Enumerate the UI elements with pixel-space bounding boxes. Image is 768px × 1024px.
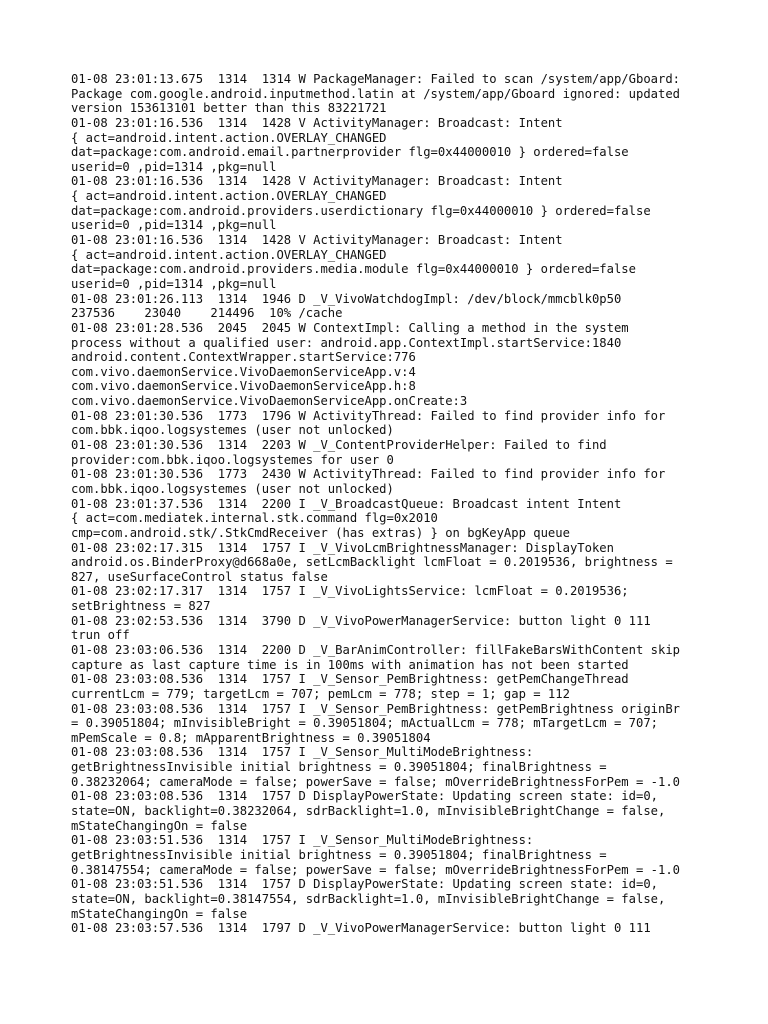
log-line: dat=package:com.android.providers.userdictionary flg=0x44000010 } ordered=false xyxy=(71,203,651,218)
log-line: 01-08 23:03:06.536 1314 2200 D _V_BarAnimController: fillFakeBarsWithContent skip xyxy=(71,642,681,657)
log-line: com.vivo.daemonService.VivoDaemonServiceApp.h:8 xyxy=(71,379,416,394)
log-line: state=ON, backlight=0.38147554, sdrBacklight=1.0, mInvisibleBrightChange = false, xyxy=(71,891,666,906)
log-line: 0.38232064; cameraMode = false; powerSave = false; mOverrideBrightnessForPem = -1.0 xyxy=(71,774,681,789)
log-line: 0.38147554; cameraMode = false; powerSave = false; mOverrideBrightnessForPem = -1.0 xyxy=(71,862,681,877)
log-line: 01-08 23:03:51.536 1314 1757 I _V_Sensor_MultiModeBrightness: xyxy=(71,833,534,848)
log-line: 01-08 23:01:16.536 1314 1428 V ActivityManager: Broadcast: Intent xyxy=(71,233,563,248)
log-line: trun off xyxy=(71,628,130,643)
log-line: com.vivo.daemonService.VivoDaemonServiceApp.onCreate:3 xyxy=(71,394,468,409)
log-line: Package com.google.android.inputmethod.latin at /system/app/Gboard ignored: updated xyxy=(71,86,681,101)
log-line: 01-08 23:03:08.536 1314 1757 I _V_Sensor_PemBrightness: getPemChangeThread xyxy=(71,672,629,687)
log-line: { act=android.intent.action.OVERLAY_CHANGED xyxy=(71,189,387,204)
log-line: capture as last capture time is in 100ms with animation has not been started xyxy=(71,657,629,672)
log-line: 01-08 23:03:08.536 1314 1757 D DisplayPowerState: Updating screen state: id=0, xyxy=(71,789,658,804)
log-line: version 153613101 better than this 83221721 xyxy=(71,101,387,116)
log-line: 01-08 23:02:17.317 1314 1757 I _V_VivoLightsService: lcmFloat = 0.2019536; xyxy=(71,584,629,599)
log-line: userid=0 ,pid=1314 ,pkg=null xyxy=(71,159,277,174)
log-line: provider:com.bbk.iqoo.logsystemes for user 0 xyxy=(71,452,394,467)
log-line: 01-08 23:03:08.536 1314 1757 I _V_Sensor_PemBrightness: getPemBrightness originBr xyxy=(71,701,681,716)
log-line: cmp=com.android.stk/.StkCmdReceiver (has extras) } on bgKeyApp queue xyxy=(71,525,570,540)
log-line: com.bbk.iqoo.logsystemes (user not unlocked) xyxy=(71,481,394,496)
log-line: 827, useSurfaceControl status false xyxy=(71,569,328,584)
log-line: 01-08 23:01:30.536 1773 1796 W ActivityThread: Failed to find provider info for xyxy=(71,408,666,423)
log-line: 01-08 23:03:08.536 1314 1757 I _V_Sensor_MultiModeBrightness: xyxy=(71,745,534,760)
log-line: process without a qualified user: android.app.ContextImpl.startService:1840 xyxy=(71,335,622,350)
log-line: currentLcm = 779; targetLcm = 707; pemLcm = 778; step = 1; gap = 112 xyxy=(71,686,570,701)
log-line: getBrightnessInvisible initial brightness = 0.39051804; finalBrightness = xyxy=(71,847,607,862)
log-line: mStateChangingOn = false xyxy=(71,906,248,921)
log-line: 01-08 23:01:28.536 2045 2045 W ContextImpl: Calling a method in the system xyxy=(71,320,629,335)
log-line: 237536 23040 214496 10% /cache xyxy=(71,306,343,321)
log-line: 01-08 23:01:16.536 1314 1428 V ActivityManager: Broadcast: Intent xyxy=(71,115,563,130)
log-line: 01-08 23:02:53.536 1314 3790 D _V_VivoPowerManagerService: button light 0 111 xyxy=(71,613,651,628)
log-line: android.content.ContextWrapper.startService:776 xyxy=(71,350,416,365)
log-line: { act=android.intent.action.OVERLAY_CHANGED xyxy=(71,247,387,262)
log-line: 01-08 23:02:17.315 1314 1757 I _V_VivoLcmBrightnessManager: DisplayToken xyxy=(71,540,614,555)
log-line: getBrightnessInvisible initial brightness = 0.39051804; finalBrightness = xyxy=(71,760,607,775)
log-line: 01-08 23:03:57.536 1314 1797 D _V_VivoPowerManagerService: button light 0 111 xyxy=(71,921,651,936)
log-line: android.os.BinderProxy@d668a0e, setLcmBacklight lcmFloat = 0.2019536, brightness = xyxy=(71,555,673,570)
log-line: userid=0 ,pid=1314 ,pkg=null xyxy=(71,218,277,233)
log-line: 01-08 23:01:26.113 1314 1946 D _V_VivoWatchdogImpl: /dev/block/mmcblk0p50 xyxy=(71,291,622,306)
log-line: state=ON, backlight=0.38232064, sdrBacklight=1.0, mInvisibleBrightChange = false, xyxy=(71,804,666,819)
log-line: = 0.39051804; mInvisibleBright = 0.39051804; mActualLcm = 778; mTargetLcm = 707; xyxy=(71,716,658,731)
log-line: { act=android.intent.action.OVERLAY_CHANGED xyxy=(71,130,387,145)
log-line: com.bbk.iqoo.logsystemes (user not unlocked) xyxy=(71,423,394,438)
log-line: setBrightness = 827 xyxy=(71,599,211,614)
log-line: userid=0 ,pid=1314 ,pkg=null xyxy=(71,276,277,291)
log-line: 01-08 23:01:13.675 1314 1314 W PackageManager: Failed to scan /system/app/Gboard: xyxy=(71,72,681,86)
log-line: 01-08 23:01:30.536 1314 2203 W _V_ContentProviderHelper: Failed to find xyxy=(71,438,607,453)
log-line: dat=package:com.android.email.partnerprovider flg=0x44000010 } ordered=false xyxy=(71,145,629,160)
log-line: 01-08 23:01:16.536 1314 1428 V ActivityManager: Broadcast: Intent xyxy=(71,174,563,189)
log-line: mStateChangingOn = false xyxy=(71,818,248,833)
log-line: dat=package:com.android.providers.media.module flg=0x44000010 } ordered=false xyxy=(71,262,636,277)
log-line: com.vivo.daemonService.VivoDaemonServiceApp.v:4 xyxy=(71,364,416,379)
log-line: 01-08 23:01:37.536 1314 2200 I _V_BroadcastQueue: Broadcast intent Intent xyxy=(71,496,622,511)
log-text-block xyxy=(71,72,701,936)
log-line: 01-08 23:01:30.536 1773 2430 W ActivityThread: Failed to find provider info for xyxy=(71,467,666,482)
log-line: mPemScale = 0.8; mApparentBrightness = 0.39051804 xyxy=(71,730,431,745)
log-line: { act=com.mediatek.internal.stk.command flg=0x2010 xyxy=(71,511,438,526)
log-line: 01-08 23:03:51.536 1314 1757 D DisplayPowerState: Updating screen state: id=0, xyxy=(71,877,658,892)
